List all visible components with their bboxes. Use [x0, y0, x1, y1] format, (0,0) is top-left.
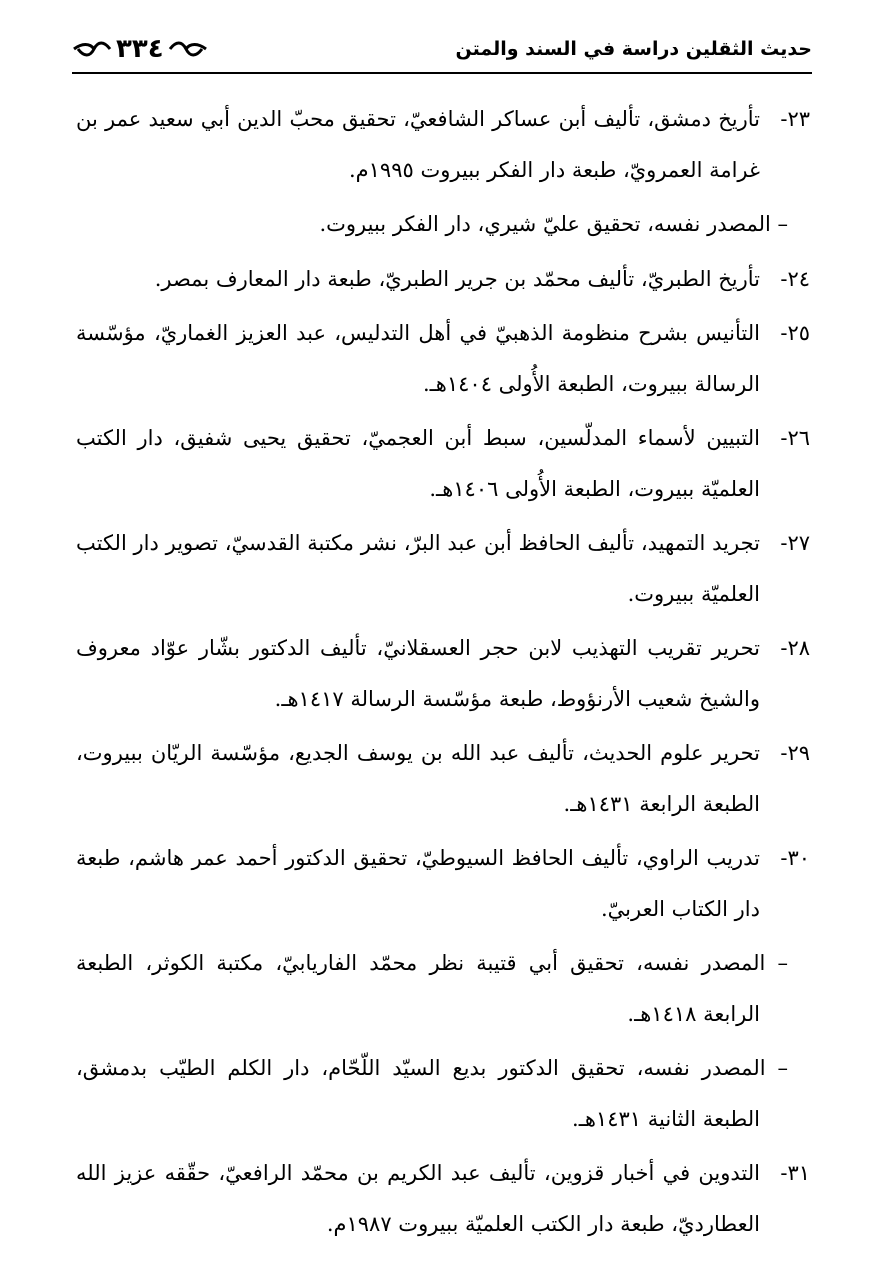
ornament-icon [168, 39, 208, 59]
list-item-sub [76, 199, 810, 250]
list-item [76, 728, 810, 829]
entry-number: ٣٠- [780, 846, 810, 870]
entry-number: ٢٤- [780, 266, 810, 291]
page-number-block [72, 34, 208, 64]
page-header [72, 26, 812, 74]
list-item-sub [76, 938, 810, 1039]
entry-text: تحرير علوم الحديث، تأليف عبد الله بن يوسف الجديع، مؤسّسة الريّان ببيروت، الطبعة الرابعة ١٤٣١هـ. [76, 741, 760, 816]
entry-text: تدريب الراوي، تأليف الحافظ السيوطيّ، تحقيق الدكتور أحمد عمر هاشم، طبعة دار الكتاب العربيّ. [76, 846, 760, 921]
ornament-icon [72, 39, 112, 59]
entry-text: – المصدر نفسه، تحقيق الدكتور بديع السيّد اللّحّام، دار الكلم الطيّب بدمشق، الطبعة الثانية ١٤٣١هـ. [76, 1056, 788, 1131]
entry-text: التأنيس بشرح منظومة الذهبيّ في أهل التدليس، عبد العزيز الغماريّ، مؤسّسة الرسالة ببيروت، الطبعة الأُولى ١٤٠٤هـ. [76, 321, 760, 396]
list-item [76, 623, 810, 724]
entry-text: – المصدر نفسه، تحقيق عليّ شيري، دار الفكر ببيروت. [319, 212, 788, 236]
list-item [76, 308, 810, 409]
entry-number: ٢٧- [780, 531, 810, 555]
entry-text: تجريد التمهيد، تأليف الحافظ أبن عبد البرّ، نشر مكتبة القدسيّ، تصوير دار الكتب العلميّة ببيروت. [76, 531, 760, 606]
list-item [76, 413, 810, 514]
list-item [76, 833, 810, 934]
entry-text: تأريخ دمشق، تأليف أبن عساكر الشافعيّ، تحقيق محبّ الدين أبي سعيد عمر بن غرامة العمرويّ، طبعة دار الفكر ببيروت ١٩٩٥م. [76, 107, 760, 182]
entry-text: – المصدر نفسه، تحقيق أبي قتيبة نظر محمّد الفاريابيّ، مكتبة الكوثر، الطبعة الرابعة ١٤١٨هـ. [76, 951, 788, 1026]
entry-number: ٣١- [780, 1161, 810, 1185]
entry-number: ٢٨- [780, 636, 810, 660]
entry-number: ٢٣- [780, 107, 810, 131]
entry-number: ٢٩- [780, 741, 810, 765]
entry-text: تحرير تقريب التهذيب لابن حجر العسقلانيّ، تأليف الدكتور بشّار عوّاد معروف والشيخ شعيب الأرنؤوط، طبعة مؤسّسة الرسالة ١٤١٧هـ. [76, 636, 760, 711]
entry-text: التدوين في أخبار قزوين، تأليف عبد الكريم بن محمّد الرافعيّ، حقّقه عزيز الله العطارديّ، طبعة دار الكتب العلميّة ببيروت ١٩٨٧م. [76, 1161, 760, 1236]
running-title: حديث الثقلين دراسة في السند والمتن [455, 38, 812, 60]
entry-number: ٢٦- [780, 426, 810, 450]
entry-text: تأريخ الطبريّ، تأليف محمّد بن جرير الطبريّ، طبعة دار المعارف بمصر. [154, 266, 760, 291]
list-item [76, 518, 810, 619]
bibliography-list [76, 94, 810, 1253]
list-item-sub [76, 1043, 810, 1144]
list-item [76, 94, 810, 195]
page-number: ٣٣٤ [116, 34, 164, 64]
list-item [76, 1148, 810, 1249]
entry-number: ٢٥- [780, 321, 810, 345]
list-item [76, 254, 810, 305]
entry-text: التبيين لأسماء المدلّسين، سبط أبن العجميّ، تحقيق يحيى شفيق، دار الكتب العلميّة ببيروت، الطبعة الأُولى ١٤٠٦هـ. [76, 426, 760, 501]
